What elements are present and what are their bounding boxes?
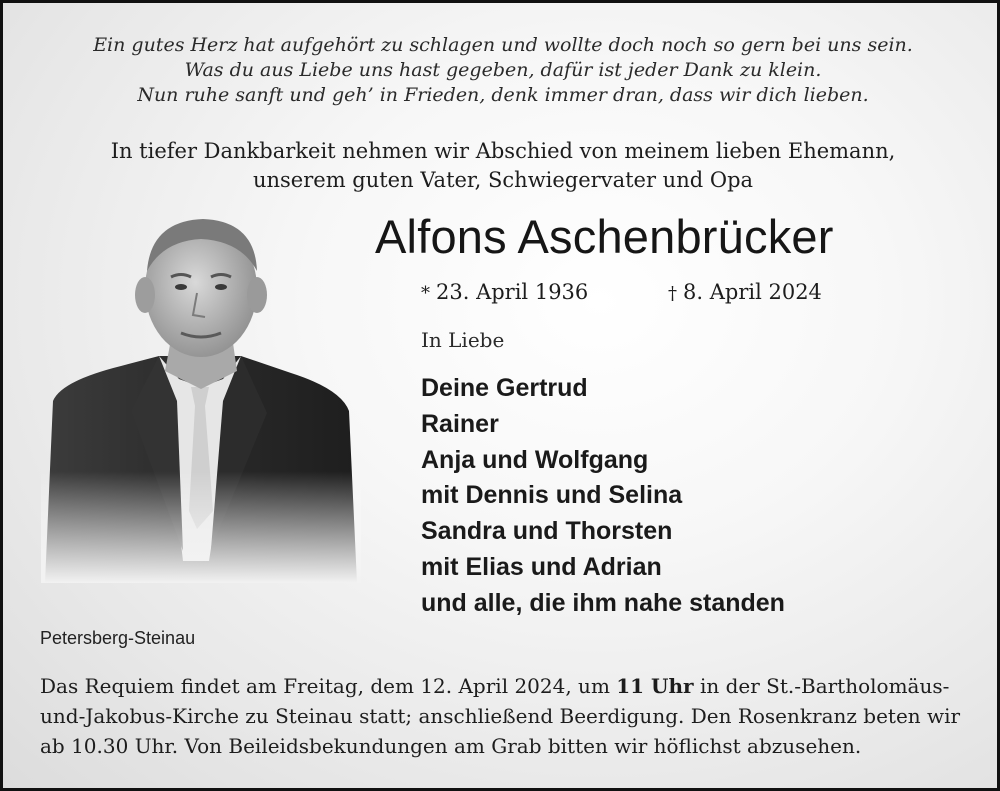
farewell-intro — [3, 137, 1000, 195]
mourner-line: Sandra und Thorsten — [421, 517, 673, 546]
memorial-verse — [3, 33, 1000, 108]
birth-date: 23. April 1936 — [436, 280, 589, 304]
verse-line: Nun ruhe sanft und geh’ in Frieden, denk immer dran, dass wir dich lieben. — [137, 84, 869, 106]
death-date-line — [668, 280, 822, 304]
in-love-label: In Liebe — [421, 328, 505, 352]
death-date: 8. April 2024 — [683, 280, 822, 304]
mourners-list — [421, 371, 785, 622]
deceased-name: Alfons Aschenbrücker — [375, 210, 834, 263]
birth-date-line — [421, 280, 588, 304]
notice-time: 11 Uhr — [616, 674, 694, 698]
mourner-line: und alle, die ihm nahe standen — [421, 588, 785, 617]
intro-line: In tiefer Dankbarkeit nehmen wir Abschied von meinem lieben Ehemann, — [110, 139, 896, 163]
portrait-photo — [41, 211, 361, 583]
notice-text-2: in der St.-Bartholomäus-und-Jakobus-Kirche zu Steinau statt; anschließend Beerdigung. Den Rosenkranz beten wir ab 10.30 Uhr. Von Beileidsbekundungen am Grab bitten wir höflichst abzusehen. — [40, 674, 961, 758]
funeral-notice — [40, 671, 970, 761]
mourner-line: mit Elias und Adrian — [421, 552, 662, 581]
place-name: Petersberg-Steinau — [40, 628, 196, 648]
mourner-line: Anja und Wolfgang — [421, 445, 649, 474]
death-cross-symbol: † — [668, 283, 677, 304]
verse-line: Ein gutes Herz hat aufgehört zu schlagen und wollte doch noch so gern bei uns sein. — [93, 34, 913, 56]
verse-line: Was du aus Liebe uns hast gegeben, dafür ist jeder Dank zu klein. — [184, 59, 822, 81]
notice-text-1: Das Requiem findet am Freitag, dem 12. April 2024, um — [40, 674, 617, 698]
mourner-line: mit Dennis und Selina — [421, 481, 683, 510]
mourner-line: Deine Gertrud — [421, 374, 588, 402]
birth-symbol: * — [421, 283, 430, 304]
intro-line: unserem guten Vater, Schwiegervater und Opa — [252, 168, 754, 192]
mourner-line: Rainer — [421, 409, 499, 438]
